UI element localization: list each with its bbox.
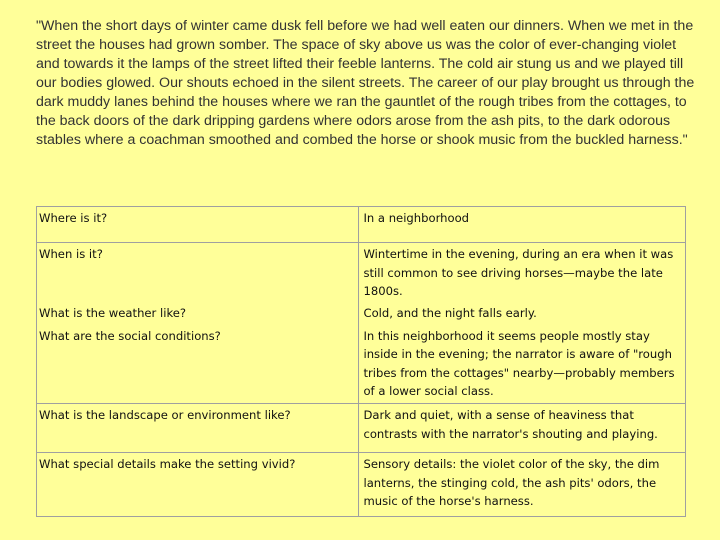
- question-cell: When is it?: [37, 243, 359, 302]
- answer-cell: In a neighborhood: [359, 207, 686, 243]
- table-row: [37, 325, 686, 404]
- answer-cell: Cold, and the night falls early.: [359, 302, 686, 325]
- setting-analysis-table: [36, 206, 686, 517]
- question-cell: What are the social conditions?: [37, 325, 359, 404]
- answer-cell: Sensory details: the violet color of the sky, the dim lanterns, the stinging cold, the ash pits' odors, the music of the horse's harness.: [359, 453, 686, 517]
- answer-cell: In this neighborhood it seems people mostly stay inside in the evening; the narrator is aware of "rough tribes from the cottages" nearby—probably members of a lower social class.: [359, 325, 686, 404]
- table-row: [37, 243, 686, 302]
- table-row: [37, 302, 686, 325]
- question-cell: Where is it?: [37, 207, 359, 243]
- answer-cell: Dark and quiet, with a sense of heaviness that contrasts with the narrator's shouting and playing.: [359, 404, 686, 453]
- question-cell: What is the weather like?: [37, 302, 359, 325]
- table-row: [37, 404, 686, 453]
- table-row: [37, 207, 686, 243]
- table-row: [37, 453, 686, 517]
- quoted-passage: "When the short days of winter came dusk fell before we had well eaten our dinners. When we met in the street the houses had grown somber. The space of sky above us was the color of ever-changing violet and towards it the lamps of the street lifted their feeble lanterns. The cold air stung us and we played till our bodies glowed. Our shouts echoed in the silent streets. The career of our play brought us through the dark muddy lanes behind the houses where we ran the gauntlet of the rough tribes from the cottages, to the back doors of the dark dripping gardens where odors arose from the ash pits, to the dark odorous stables where a coachman smoothed and combed the horse or shook music from the buckled harness.": [36, 18, 695, 148]
- answer-cell: Wintertime in the evening, during an era when it was still common to see driving horses—maybe the late 1800s.: [359, 243, 686, 302]
- question-cell: What special details make the setting vivid?: [37, 453, 359, 517]
- question-cell: What is the landscape or environment like?: [37, 404, 359, 453]
